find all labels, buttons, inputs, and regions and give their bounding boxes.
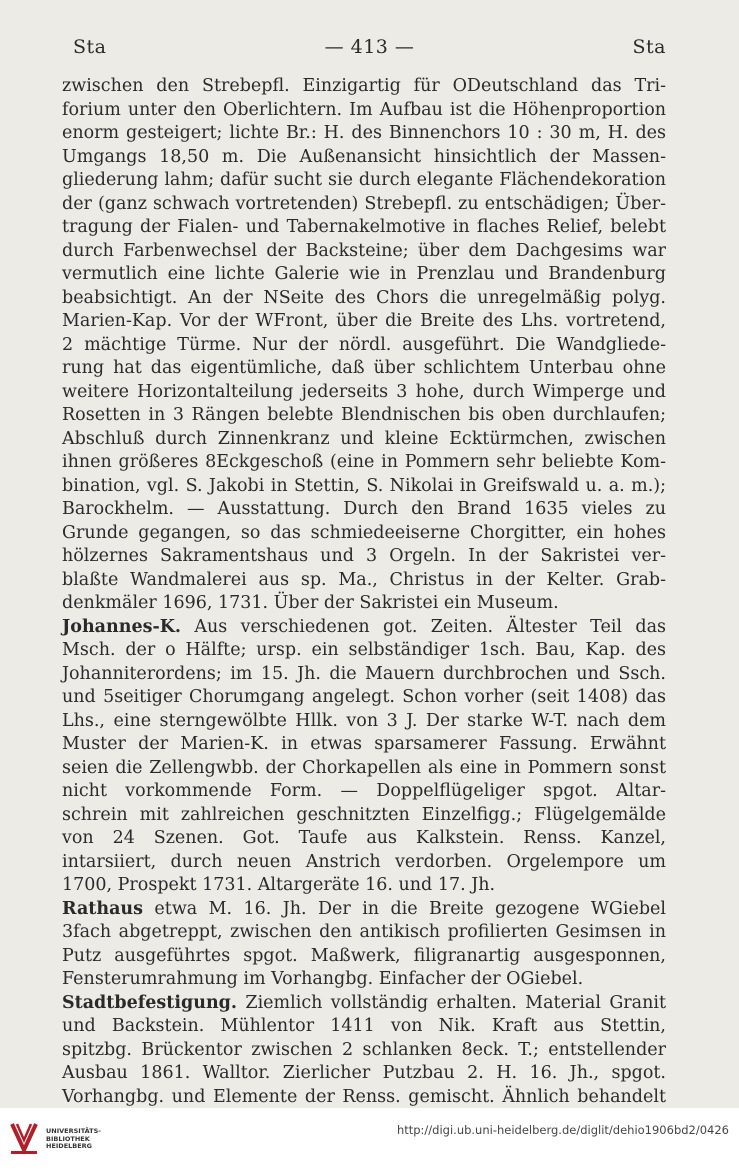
- page-number: — 413 —: [324, 36, 415, 58]
- text-line: Rathaus etwa M. 16. Jh. Der in die Breite gezogene WGiebel: [62, 898, 666, 919]
- text-line: Fensterumrahmung im Vorhangbg. Einfacher der OGiebel.: [62, 969, 584, 989]
- section-heading: Stadtbefestigung.: [62, 992, 238, 1013]
- text-line: Vorhangbg. und Elemente der Renss. gemischt. Ähnlich behandelt: [62, 1086, 666, 1107]
- digitization-footer: [0, 1108, 739, 1170]
- text-line: Abschluß durch Zinnenkranz und kleine Ecktürmchen, zwischen: [62, 428, 666, 449]
- text-line: Lhs., eine sterngewölbte Hllk. von 3 J. Der starke W-T. nach dem: [62, 710, 666, 731]
- header-left: Sta: [73, 36, 107, 58]
- section-heading: Rathaus: [62, 898, 144, 919]
- text-line: Barockhelm. — Ausstattung. Durch den Brand 1635 vieles zu: [62, 499, 666, 519]
- library-seal-icon: [8, 1120, 40, 1156]
- text-line: seien die Zellengwbb. der Chorkapellen als eine in Pommern sonst: [62, 757, 666, 778]
- text-line: enorm gesteigert; lichte Br.: H. des Binnenchors 10 : 30 m, H. des: [62, 123, 666, 143]
- text-line: gliederung lahm; dafür sucht sie durch elegante Flächendekoration: [62, 170, 666, 190]
- text-line: 2 mächtige Türme. Nur der nördl. ausgeführt. Die Wandgliede-: [62, 334, 666, 355]
- text-line: vermutlich eine lichte Galerie wie in Prenzlau und Brandenburg: [62, 264, 666, 284]
- text-line: tragung der Fialen- und Tabernakelmotive in flaches Relief, belebt: [62, 217, 666, 237]
- text-line: Marien-Kap. Vor der WFront, über die Breite des Lhs. vortretend,: [62, 311, 666, 331]
- text-line: ihnen größeres 8Eckgeschoß (eine in Pommern sehr beliebte Kom-: [62, 452, 666, 472]
- text-line: und Backstein. Mühlentor 1411 von Nik. Kraft aus Stettin,: [62, 1016, 666, 1036]
- text-line: denkmäler 1696, 1731. Über der Sakristei ein Museum.: [62, 593, 559, 613]
- text-line: spitzbg. Brückentor zwischen 2 schlanken 8eck. T.; entstellender: [62, 1039, 666, 1060]
- text-line: 1700, Prospekt 1731. Altargeräte 16. und 17. Jh.: [62, 875, 496, 895]
- text-line: Msch. der o Hälfte; ursp. ein selbständiger 1sch. Bau, Kap. des: [62, 640, 666, 660]
- text-line: Muster der Marien-K. in etwas sparsamerer Fassung. Erwähnt: [62, 734, 666, 754]
- text-line: Umgangs 18,50 m. Die Außenansicht hinsichtlich der Massen-: [62, 146, 666, 167]
- text-line: und 5seitiger Chorumgang angelegt. Schon vorher (seit 1408) das: [62, 687, 666, 707]
- text-line: blaßte Wandmalerei aus sp. Ma., Christus in der Kelter. Grab-: [62, 569, 666, 590]
- section-heading: Johannes-K.: [62, 616, 182, 637]
- text-line: Ausbau 1861. Walltor. Zierlicher Putzbau 2. H. 16. Jh., spgot.: [62, 1063, 666, 1083]
- text-line: hölzernes Sakramentshaus und 3 Orgeln. In der Sakristei ver-: [62, 546, 666, 566]
- text-line: intarsiiert, durch neuen Anstrich verdorben. Orgelempore um: [62, 851, 666, 872]
- text-line: weitere Horizontalteilung jederseits 3 hohe, durch Wimperge und: [62, 381, 666, 402]
- text-line: Johannes-K. Aus verschiedenen got. Zeiten. Ältester Teil das: [62, 616, 666, 637]
- text-line: durch Farbenwechsel der Backsteine; über dem Dachgesims war: [62, 240, 666, 261]
- text-line: nicht vorkommende Form. — Doppelflügeliger spgot. Altar-: [62, 781, 666, 801]
- text-line: der (ganz schwach vortretenden) Strebepfl. zu entschädigen; Über-: [62, 193, 666, 214]
- text-line: bination, vgl. S. Jakobi in Stettin, S. Nikolai in Greifswald u. a. m.);: [62, 475, 666, 496]
- logo-text: UNIVERSITÄTS- BIBLIOTHEK HEIDELBERG: [46, 1127, 101, 1150]
- text-line: Putz ausgeführtes spgot. Maßwerk, filigranartig ausgesponnen,: [62, 945, 666, 966]
- text-line: schrein mit zahlreichen geschnitzten Einzelfigg.; Flügelgemälde: [62, 804, 666, 825]
- body-text: [62, 75, 666, 1109]
- text-line: Johanniterordens; im 15. Jh. die Mauern durchbrochen und Ssch.: [62, 663, 666, 684]
- text-line: Rosetten in 3 Rängen belebte Blendnischen bis oben durchlaufen;: [62, 405, 666, 425]
- running-header: [73, 36, 666, 64]
- library-logo[interactable]: [8, 1120, 118, 1160]
- text-line: forium unter den Oberlichtern. Im Aufbau ist die Höhenproportion: [62, 99, 666, 120]
- text-line: Stadtbefestigung. Ziemlich vollständig erhalten. Material Granit: [62, 992, 666, 1013]
- text-line: von 24 Szenen. Got. Taufe aus Kalkstein. Renss. Kanzel,: [62, 828, 666, 848]
- text-line: rung hat das eigentümliche, daß über schlichtem Unterbau ohne: [62, 358, 666, 378]
- header-right: Sta: [632, 36, 666, 58]
- source-url-link[interactable]: http://digi.ub.uni-heidelberg.de/diglit/dehio1906bd2/0426: [396, 1123, 729, 1137]
- text-line: beabsichtigt. An der NSeite des Chors die unregelmäßig polyg.: [62, 287, 666, 308]
- text-line: zwischen den Strebepfl. Einzigartig für ODeutschland das Tri-: [62, 76, 666, 96]
- text-line: 3fach abgetreppt, zwischen den antikisch profilierten Gesimsen in: [62, 922, 666, 942]
- text-line: Grunde gegangen, so das schmiedeeiserne Chorgitter, ein hohes: [62, 522, 666, 543]
